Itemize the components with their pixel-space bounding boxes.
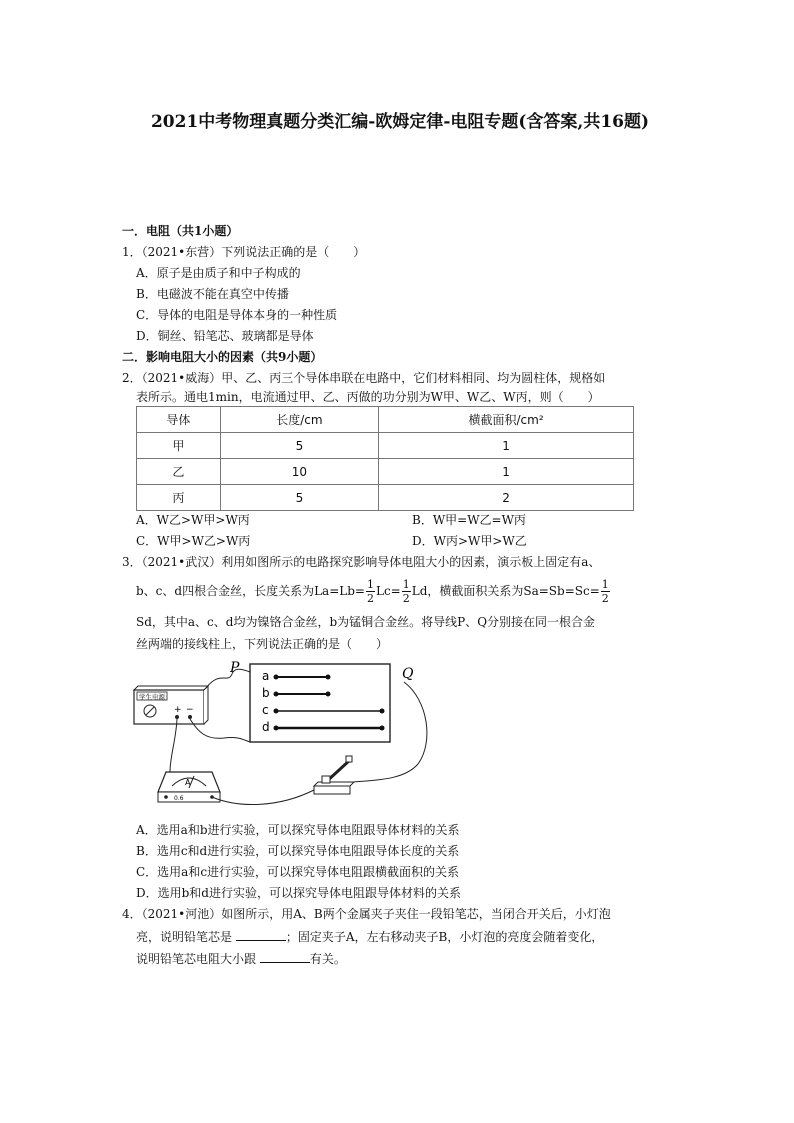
plus-sign: + (174, 705, 182, 715)
connecting-wire (206, 669, 250, 688)
question-3-line-3: Sd，其中a、c、d均为镍铬合金丝，b为锰铜合金丝。将导线P、Q分别接在同一根合金 (136, 615, 596, 629)
fraction-half (402, 578, 411, 605)
question-1-option-c[interactable]: C．导体的电阻是导体本身的一种性质 (136, 308, 338, 322)
switch-handle (346, 756, 352, 762)
fraction-denominator: 2 (366, 592, 374, 605)
question-4-text: 有关。 (309, 952, 346, 966)
question-3-line-4: 丝两端的接线柱上，下列说法正确的是（ ） (136, 637, 389, 651)
table-header-cell: 导体 (137, 407, 221, 433)
table-cell: 1 (379, 459, 634, 485)
switch-hinge (322, 776, 330, 783)
power-supply-label: 学生电源 (139, 693, 165, 701)
question-3-area-relation: Ld，横截面积关系为Sa=Sb=Sc= (411, 584, 600, 598)
question-2-option-c[interactable]: C．W甲>W乙>W丙 (136, 534, 251, 548)
conductor-spec-table (136, 406, 634, 511)
ammeter-range-label: 0.6 (174, 795, 184, 802)
question-3-line-2 (136, 576, 611, 606)
fraction-numerator: 1 (366, 578, 374, 591)
table-cell: 5 (220, 485, 378, 511)
question-2-line-2: 表所示。通电1min，电流通过甲、乙、丙做的功分别为W甲、W乙、W丙，则（ ） (136, 390, 600, 404)
terminal (274, 675, 279, 680)
question-2-option-a[interactable]: A．W乙>W甲>W丙 (136, 513, 250, 527)
question-1-option-d[interactable]: D．铜丝、铅笔芯、玻璃都是导体 (136, 329, 314, 343)
minus-sign: − (186, 705, 194, 715)
question-4-text: 说明铅笔芯电阻大小跟 (136, 952, 257, 966)
switch-base (314, 786, 350, 794)
question-1-option-b[interactable]: B．电磁波不能在真空中传播 (136, 287, 289, 301)
question-1-option-a[interactable]: A．原子是由质子和中子构成的 (136, 266, 301, 280)
question-2-option-b[interactable]: B．W甲=W乙=W丙 (412, 513, 526, 527)
fraction-numerator: 1 (601, 578, 609, 591)
question-4-line-2 (136, 928, 603, 945)
question-4-text: 亮，说明铅笔芯是 (136, 930, 233, 944)
ammeter-terminal (164, 795, 168, 799)
terminal (380, 726, 385, 731)
power-terminal-negative (188, 715, 192, 719)
question-3-lc: Lc= (375, 584, 401, 598)
switch-base-top (314, 782, 354, 786)
terminal (274, 726, 279, 731)
demo-board (250, 664, 390, 742)
wire-label-q: Q (402, 666, 414, 682)
table-header-cell: 长度/cm (220, 407, 378, 433)
connecting-wire (212, 790, 314, 805)
table-header-row (137, 407, 634, 433)
question-3-line-1: 3．（2021•武汉）利用如图所示的电路探究影响导体电阻大小的因素，演示板上固定有a、 (122, 555, 601, 569)
table-cell: 2 (379, 485, 634, 511)
table-cell: 10 (220, 459, 378, 485)
power-supply-side (204, 686, 208, 724)
table-row (137, 459, 634, 485)
fraction-denominator: 2 (601, 592, 609, 605)
question-1-stem: 1．（2021•东营）下列说法正确的是（ ） (122, 245, 366, 259)
page-title: 2021中考物理真题分类汇编-欧姆定律-电阻专题(含答案,共16题) (150, 112, 650, 132)
table-cell: 甲 (137, 433, 221, 459)
question-2-line-1: 2．（2021•威海）甲、乙、丙三个导体串联在电路中，它们材料相同、均为圆柱体，规格如 (122, 371, 606, 385)
wire-label-b: b (262, 686, 270, 700)
terminal (274, 692, 279, 697)
question-3-option-b[interactable]: B．选用c和d进行实验，可以探究导体电阻跟导体长度的关系 (136, 844, 460, 858)
question-4-line-1: 4．（2021•河池）如图所示，用A、B两个金属夹子夹住一段铅笔芯，当闭合开关后，小灯泡 (122, 907, 611, 921)
fraction-numerator: 1 (402, 578, 410, 591)
table-cell: 乙 (137, 459, 221, 485)
question-3-option-a[interactable]: A．选用a和b进行实验，可以探究导体电阻跟导体材料的关系 (136, 823, 460, 837)
fraction-half (601, 578, 610, 605)
question-3-option-c[interactable]: C．选用a和c进行实验，可以探究导体电阻跟横截面积的关系 (136, 865, 460, 879)
table-cell: 1 (379, 433, 634, 459)
table-row (137, 485, 634, 511)
power-terminal-positive (175, 715, 179, 719)
terminal (274, 709, 279, 714)
fraction-denominator: 2 (402, 592, 410, 605)
answer-blank-2[interactable] (260, 950, 310, 963)
ammeter-symbol: A (185, 778, 191, 787)
section-heading-factors: 二．影响电阻大小的因素（共9小题） (122, 350, 323, 364)
table-cell: 5 (220, 433, 378, 459)
answer-blank-1[interactable] (236, 928, 286, 941)
connecting-wire (170, 719, 177, 772)
wire-label-c: c (262, 703, 269, 717)
question-4-text: ；固定夹子A，左右移动夹子B，小灯泡的亮度会随着变化， (285, 930, 604, 944)
wire-label-a: a (262, 669, 270, 683)
question-4-line-3 (136, 950, 346, 967)
fraction-half (366, 578, 375, 605)
question-2-option-d[interactable]: D．W丙>W甲>W乙 (412, 534, 527, 548)
question-3-length-relation: b、c、d四根合金丝，长度关系为La=Lb= (136, 584, 365, 598)
terminal (380, 709, 385, 714)
terminal (326, 675, 331, 680)
wire-label-d: d (262, 720, 270, 734)
wire-label-p: P (230, 660, 240, 676)
question-3-option-d[interactable]: D．选用b和d进行实验，可以探究导体电阻跟导体材料的关系 (136, 886, 461, 900)
circuit-diagram (128, 660, 448, 818)
table-header-cell: 横截面积/cm² (379, 407, 634, 433)
section-heading-resistance: 一．电阻（共1小题） (122, 224, 239, 238)
table-cell: 丙 (137, 485, 221, 511)
terminal (326, 692, 331, 697)
table-row (137, 433, 634, 459)
